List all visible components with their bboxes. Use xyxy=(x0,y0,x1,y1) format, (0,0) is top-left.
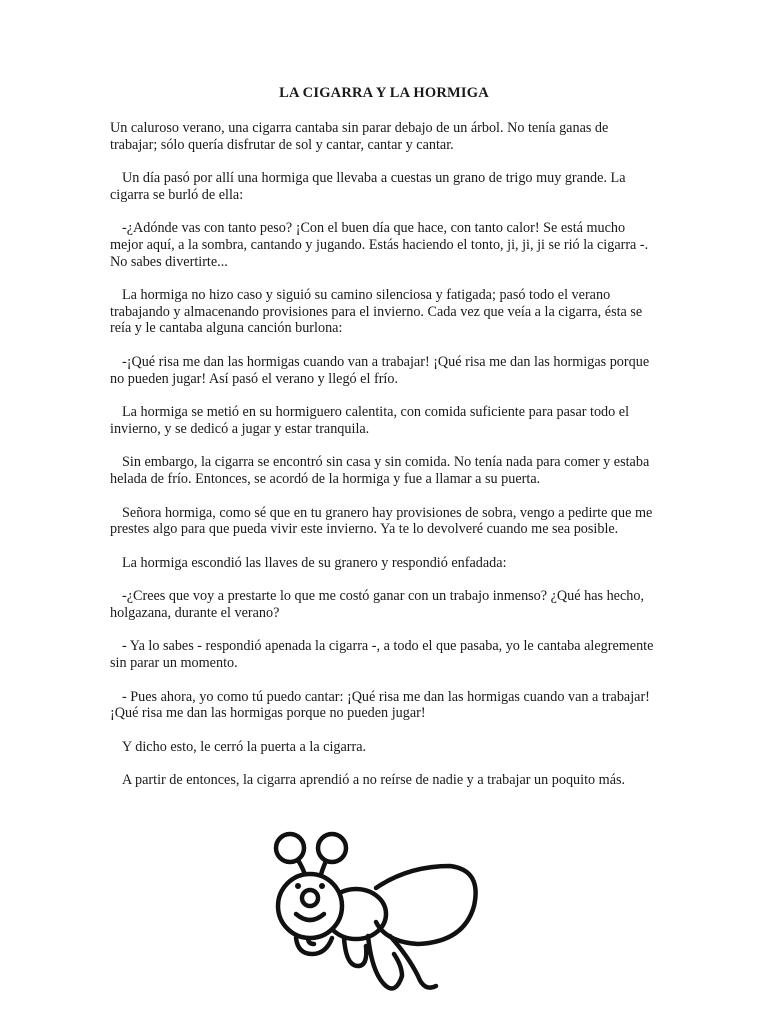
story-paragraph: Señora hormiga, como sé que en tu granero hay provisiones de sobra, vengo a pedirte que me prestes algo para que pueda vivir este invierno. Ya te lo devolveré cuando me sea posible. xyxy=(110,504,653,538)
story-paragraph: La hormiga se metió en su hormiguero calentita, con comida suficiente para pasar todo el invierno, y se dedicó a jugar y estar tranquila. xyxy=(110,404,630,437)
story-paragraph: Y dicho esto, le cerró la puerta a la cigarra. xyxy=(122,738,367,755)
story-paragraph: La hormiga escondió las llaves de su granero y respondió enfadada: xyxy=(122,554,507,571)
story-paragraph: - Ya lo sabes - respondió apenada la cigarra -, a todo el que pasaba, yo le cantaba alegremente sin parar un momento. xyxy=(110,638,654,672)
story-paragraph: La hormiga no hizo caso y siguió su camino silenciosa y fatigada; pasó todo el verano trabajando y almacenando provisiones para el invierno. Cada vez que veía a la cigarra, ésta se reía y le cantaba alguna canción burlona: xyxy=(110,287,643,337)
story-paragraph: -¿Crees que voy a prestarte lo que me costó ganar con un trabajo inmenso? ¿Qué has hecho, holgazana, durante el verano? xyxy=(110,588,644,621)
document-title: LA CIGARRA Y LA HORMIGA xyxy=(279,85,489,101)
story-paragraph: Sin embargo, la cigarra se encontró sin casa y sin comida. No tenía nada para comer y estaba helada de frío. Entonces, se acordó de la hormiga y fue a llamar a su puerta. xyxy=(110,454,650,487)
story-paragraph: Un día pasó por allí una hormiga que llevaba a cuestas un grano de trigo muy grande. La cigarra se burló de ella: xyxy=(110,170,626,203)
story-paragraph: Un caluroso verano, una cigarra cantaba sin parar debajo de un árbol. No tenía ganas de trabajar; sólo quería disfrutar de sol y cantar, cantar y cantar. xyxy=(110,120,609,153)
story-paragraph: A partir de entonces, la cigarra aprendió a no reírse de nadie y a trabajar un poquito más. xyxy=(122,772,626,789)
story-paragraph: -¿Adónde vas con tanto peso? ¡Con el buen día que hace, con tanto calor! Se está mucho mejor aquí, a la sombra, cantando y jugando. Estás haciendo el tonto, ji, ji, ji se rió la cigarra -. No sabes divertirte... xyxy=(110,220,649,270)
ant-cartoon-icon xyxy=(268,826,488,1016)
story-paragraph: -¡Qué risa me dan las hormigas cuando van a trabajar! ¡Qué risa me dan las hormigas porque no pueden jugar! Así pasó el verano y llegó el frío. xyxy=(110,353,650,387)
story-body xyxy=(110,120,658,806)
story-paragraph: - Pues ahora, yo como tú puedo cantar: ¡Qué risa me dan las hormigas cuando van a trabajar! ¡Qué risa me dan las hormigas porque no pueden jugar! xyxy=(110,688,650,722)
